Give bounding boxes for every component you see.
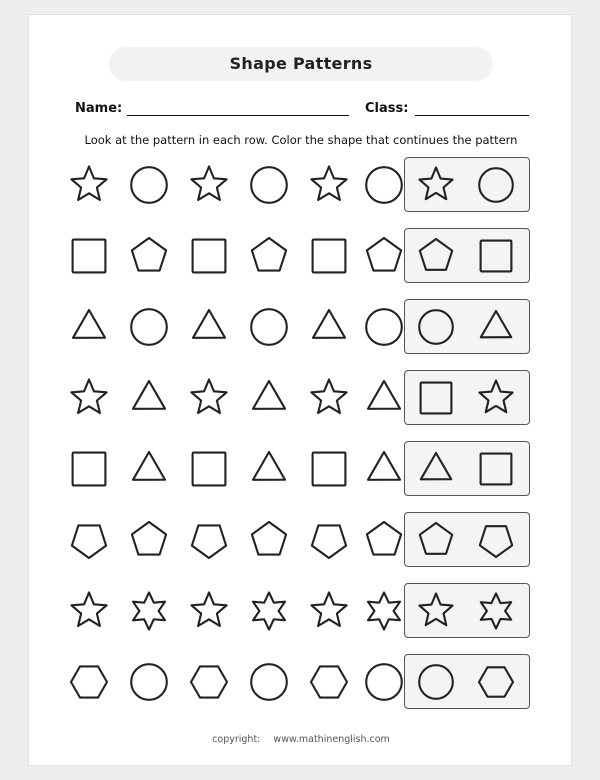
pattern-shape-circle: [247, 297, 291, 357]
answer-choice-star6[interactable]: [467, 584, 525, 637]
pattern-shape-circle: [362, 297, 406, 357]
answer-choice-circle[interactable]: [407, 300, 465, 353]
pattern-shape-star: [187, 581, 231, 641]
pattern-shape-pentagon: [362, 226, 406, 286]
pattern-shape-triangle: [362, 439, 406, 499]
answer-choice-star[interactable]: [407, 158, 465, 211]
title-banner: [109, 47, 493, 81]
pattern-shape-pentagon: [247, 226, 291, 286]
pattern-shape-square: [307, 226, 351, 286]
pattern-shape-triangle: [307, 297, 351, 357]
pattern-shape-circle: [247, 652, 291, 712]
pattern-shape-star6: [362, 581, 406, 641]
worksheet-page: [28, 14, 572, 766]
pattern-shape-star6: [127, 581, 171, 641]
pattern-shape-circle: [362, 652, 406, 712]
pattern-shape-triangle: [247, 439, 291, 499]
pattern-shape-square: [67, 439, 111, 499]
answer-choice-triangle[interactable]: [407, 442, 465, 495]
pattern-shape-star: [67, 581, 111, 641]
answer-choice-hexagon[interactable]: [467, 655, 525, 708]
answer-choice-circle[interactable]: [467, 158, 525, 211]
footer: [29, 734, 573, 745]
pattern-shape-circle: [127, 297, 171, 357]
pattern-shape-pentagon: [127, 226, 171, 286]
pattern-shape-triangle: [187, 297, 231, 357]
answer-choice-pentagon[interactable]: [407, 513, 465, 566]
answer-choice-box: [404, 228, 530, 283]
answer-choice-circle[interactable]: [407, 655, 465, 708]
pattern-shape-star: [67, 155, 111, 215]
answer-choice-square[interactable]: [467, 229, 525, 282]
pattern-shape-star: [307, 581, 351, 641]
pattern-shape-triangle: [127, 368, 171, 428]
pattern-row: [29, 368, 573, 439]
pattern-shape-square: [67, 226, 111, 286]
answer-choice-box: [404, 512, 530, 567]
class-label: Class:: [365, 101, 409, 116]
pattern-row: [29, 155, 573, 226]
answer-choice-box: [404, 583, 530, 638]
pattern-row: [29, 297, 573, 368]
pattern-shape-pentagon-down: [307, 510, 351, 570]
name-label: Name:: [75, 101, 123, 116]
pattern-shape-circle: [362, 155, 406, 215]
pattern-shape-star: [67, 368, 111, 428]
answer-choice-square[interactable]: [407, 371, 465, 424]
pattern-shape-triangle: [67, 297, 111, 357]
answer-choice-box: [404, 157, 530, 212]
pattern-shape-pentagon-down: [187, 510, 231, 570]
pattern-row: [29, 226, 573, 297]
answer-choice-square[interactable]: [467, 442, 525, 495]
instruction-text: Look at the pattern in each row. Color the shape that continues the pattern: [84, 133, 518, 147]
pattern-shape-triangle: [127, 439, 171, 499]
pattern-shape-pentagon-down: [67, 510, 111, 570]
pattern-shape-square: [187, 226, 231, 286]
pattern-shape-square: [187, 439, 231, 499]
pattern-shape-circle: [127, 652, 171, 712]
answer-choice-star[interactable]: [467, 371, 525, 424]
answer-choice-pentagon-down[interactable]: [467, 513, 525, 566]
pattern-shape-hexagon: [187, 652, 231, 712]
pattern-shape-star: [307, 368, 351, 428]
pattern-shape-pentagon: [362, 510, 406, 570]
pattern-shape-hexagon: [67, 652, 111, 712]
answer-choice-box: [404, 299, 530, 354]
pattern-row: [29, 581, 573, 652]
answer-choice-pentagon[interactable]: [407, 229, 465, 282]
pattern-shape-square: [307, 439, 351, 499]
pattern-row: [29, 439, 573, 510]
pattern-rows: [29, 155, 573, 723]
class-input-line[interactable]: [415, 115, 529, 116]
pattern-shape-circle: [127, 155, 171, 215]
student-info-row: [75, 99, 527, 121]
page-title: Shape Patterns: [229, 54, 373, 73]
answer-choice-triangle[interactable]: [467, 300, 525, 353]
pattern-row: [29, 652, 573, 723]
pattern-shape-hexagon: [307, 652, 351, 712]
answer-choice-box: [404, 370, 530, 425]
answer-choice-box: [404, 654, 530, 709]
answer-choice-star[interactable]: [407, 584, 465, 637]
pattern-shape-star6: [247, 581, 291, 641]
pattern-shape-triangle: [362, 368, 406, 428]
pattern-shape-pentagon: [127, 510, 171, 570]
footer-site-link: www.mathinenglish.com: [273, 734, 390, 745]
pattern-shape-circle: [247, 155, 291, 215]
pattern-shape-star: [187, 368, 231, 428]
answer-choice-box: [404, 441, 530, 496]
pattern-shape-star: [187, 155, 231, 215]
footer-copyright-label: copyright:: [212, 734, 261, 745]
pattern-shape-pentagon: [247, 510, 291, 570]
pattern-shape-star: [307, 155, 351, 215]
pattern-shape-triangle: [247, 368, 291, 428]
pattern-row: [29, 510, 573, 581]
name-input-line[interactable]: [127, 115, 349, 116]
